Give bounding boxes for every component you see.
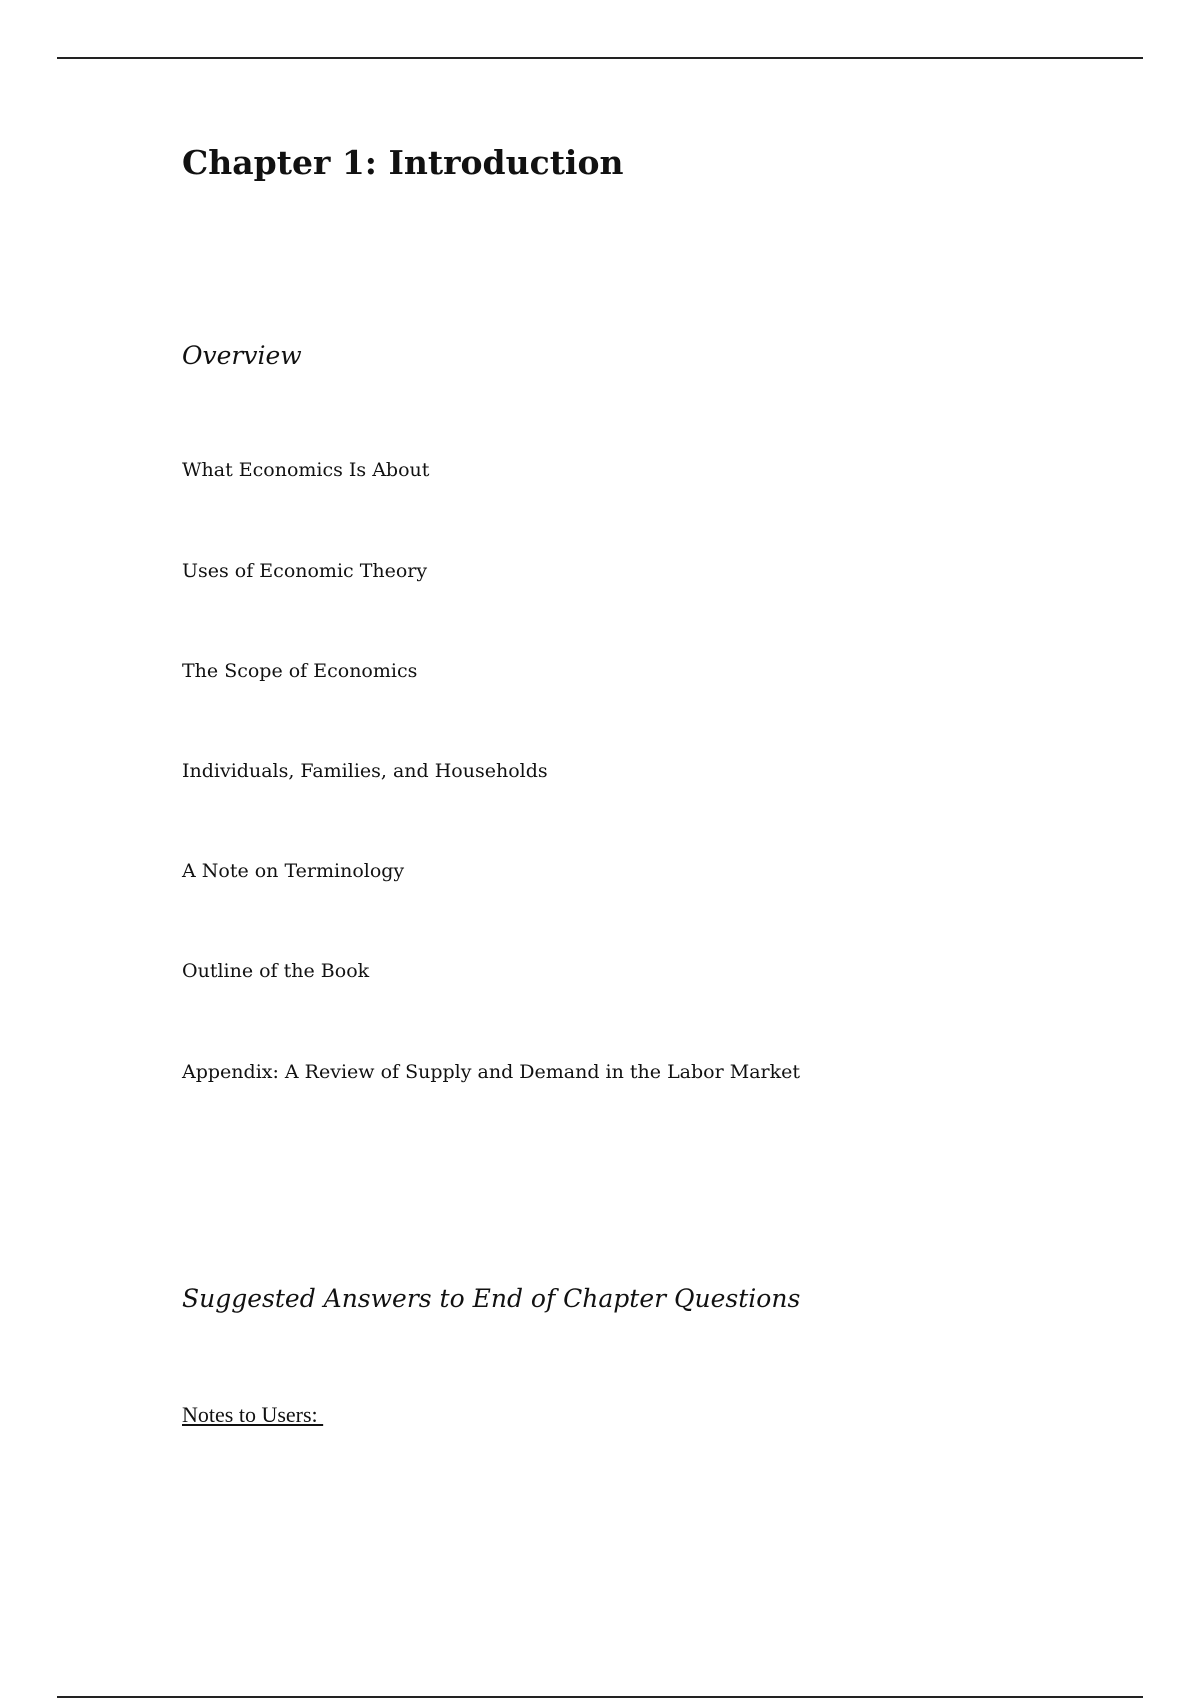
outline-item-individuals-families-households: Individuals, Families, and Households — [182, 760, 548, 782]
top-rule — [57, 57, 1143, 59]
bottom-rule — [57, 1696, 1143, 1698]
chapter-title: Chapter 1: Introduction — [182, 143, 624, 182]
outline-item-uses-of-economic-theory: Uses of Economic Theory — [182, 560, 428, 582]
outline-item-note-on-terminology: A Note on Terminology — [182, 860, 405, 882]
notes-to-users-label: Notes to Users: — [182, 1402, 324, 1427]
outline-item-what-economics-is-about: What Economics Is About — [182, 459, 430, 481]
outline-item-scope-of-economics: The Scope of Economics — [182, 660, 418, 682]
overview-heading: Overview — [182, 341, 302, 370]
outline-item-outline-of-the-book: Outline of the Book — [182, 960, 370, 982]
suggested-answers-heading: Suggested Answers to End of Chapter Questions — [182, 1284, 801, 1313]
outline-item-appendix: Appendix: A Review of Supply and Demand in the Labor Market — [182, 1061, 800, 1083]
